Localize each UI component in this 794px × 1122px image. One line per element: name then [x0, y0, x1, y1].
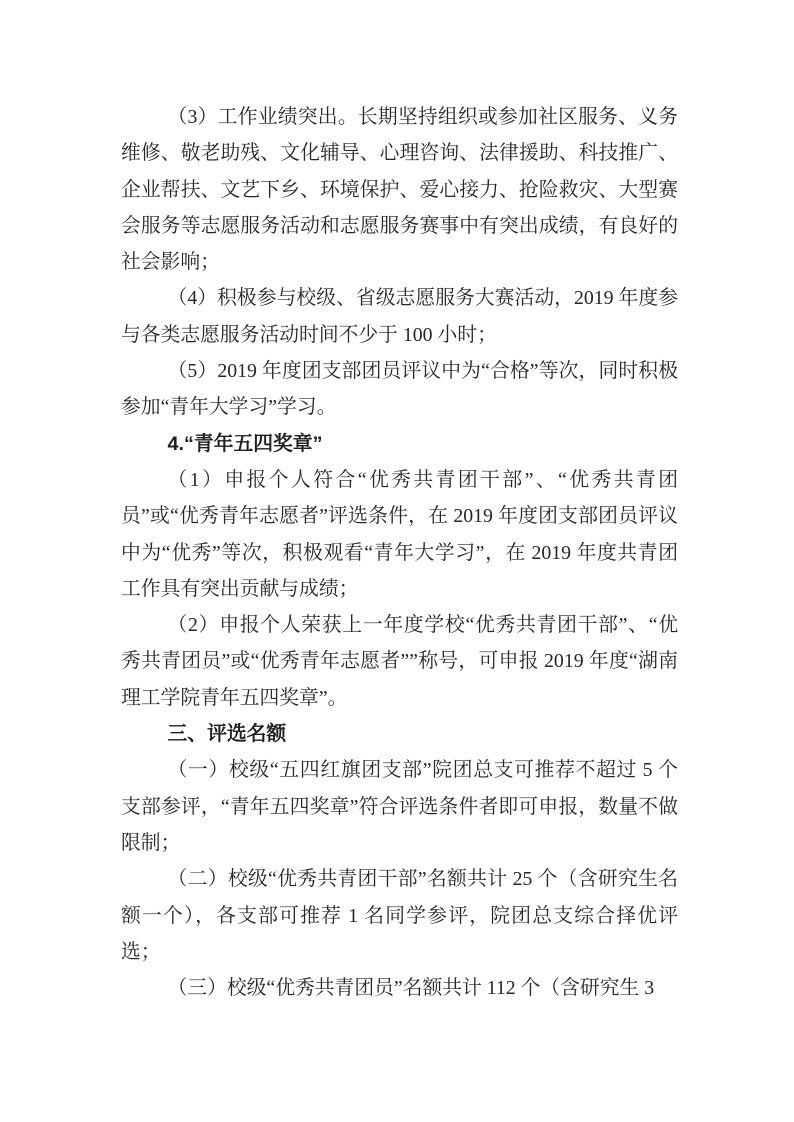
paragraph-clause-3-volunteer-achievement: （3）工作业绩突出。长期坚持组织或参加社区服务、义务维修、敬老助残、文化辅导、心理咨询、法律援助、科技推广、企业帮扶、文艺下乡、环境保护、爱心接力、抢险救灾、大型赛会服务等志愿服务活动和志愿服务赛事中有突出成绩，有良好的社会影响；	[121, 106, 678, 274]
paragraph-medal-condition-1: （1）申报个人符合“优秀共青团干部”、“优秀共青团员”或“优秀青年志愿者”评选条件，在 2019 年度团支部团员评议中为“优秀”等次，积极观看“青年大学习”，在 2019 年度共青团工作具有突出贡献与成绩；	[121, 468, 678, 600]
paragraph-medal-condition-2: （2）申报个人荣获上一年度学校“优秀共青团干部”、“优秀共青团员”或“优秀青年志愿者””称号，可申报 2019 年度“湖南理工学院青年五四奖章”。	[121, 614, 678, 709]
heading-youth-may-fourth-medal: 4.“青年五四奖章”	[167, 432, 323, 455]
paragraph-quota-2-outstanding-cadre: （二）校级“优秀共青团干部”名额共计 25 个（含研究生名额一个），各支部可推荐 1 名同学参评，院团总支综合择优评选；	[121, 868, 678, 963]
paragraph-clause-5-member-appraisal: （5）2019 年度团支部团员评议中为“合格”等次，同时积极参加“青年大学习”学习。	[121, 360, 678, 419]
paragraph-clause-4-volunteer-hours: （4）积极参与校级、省级志愿服务大赛活动，2019 年度参与各类志愿服务活动时间不少于 100 小时；	[121, 287, 678, 346]
heading-section-3-selection-quota: 三、评选名额	[167, 723, 287, 746]
document-body	[121, 99, 678, 1006]
paragraph-quota-3-outstanding-member: （三）校级“优秀共青团员”名额共计 112 个（含研究生 3	[167, 977, 655, 1000]
paragraph-quota-1-red-flag-branch: （一）校级“五四红旗团支部”院团总支可推荐不超过 5 个支部参评，“青年五四奖章”符合评选条件者即可申报，数量不做限制；	[121, 759, 678, 854]
